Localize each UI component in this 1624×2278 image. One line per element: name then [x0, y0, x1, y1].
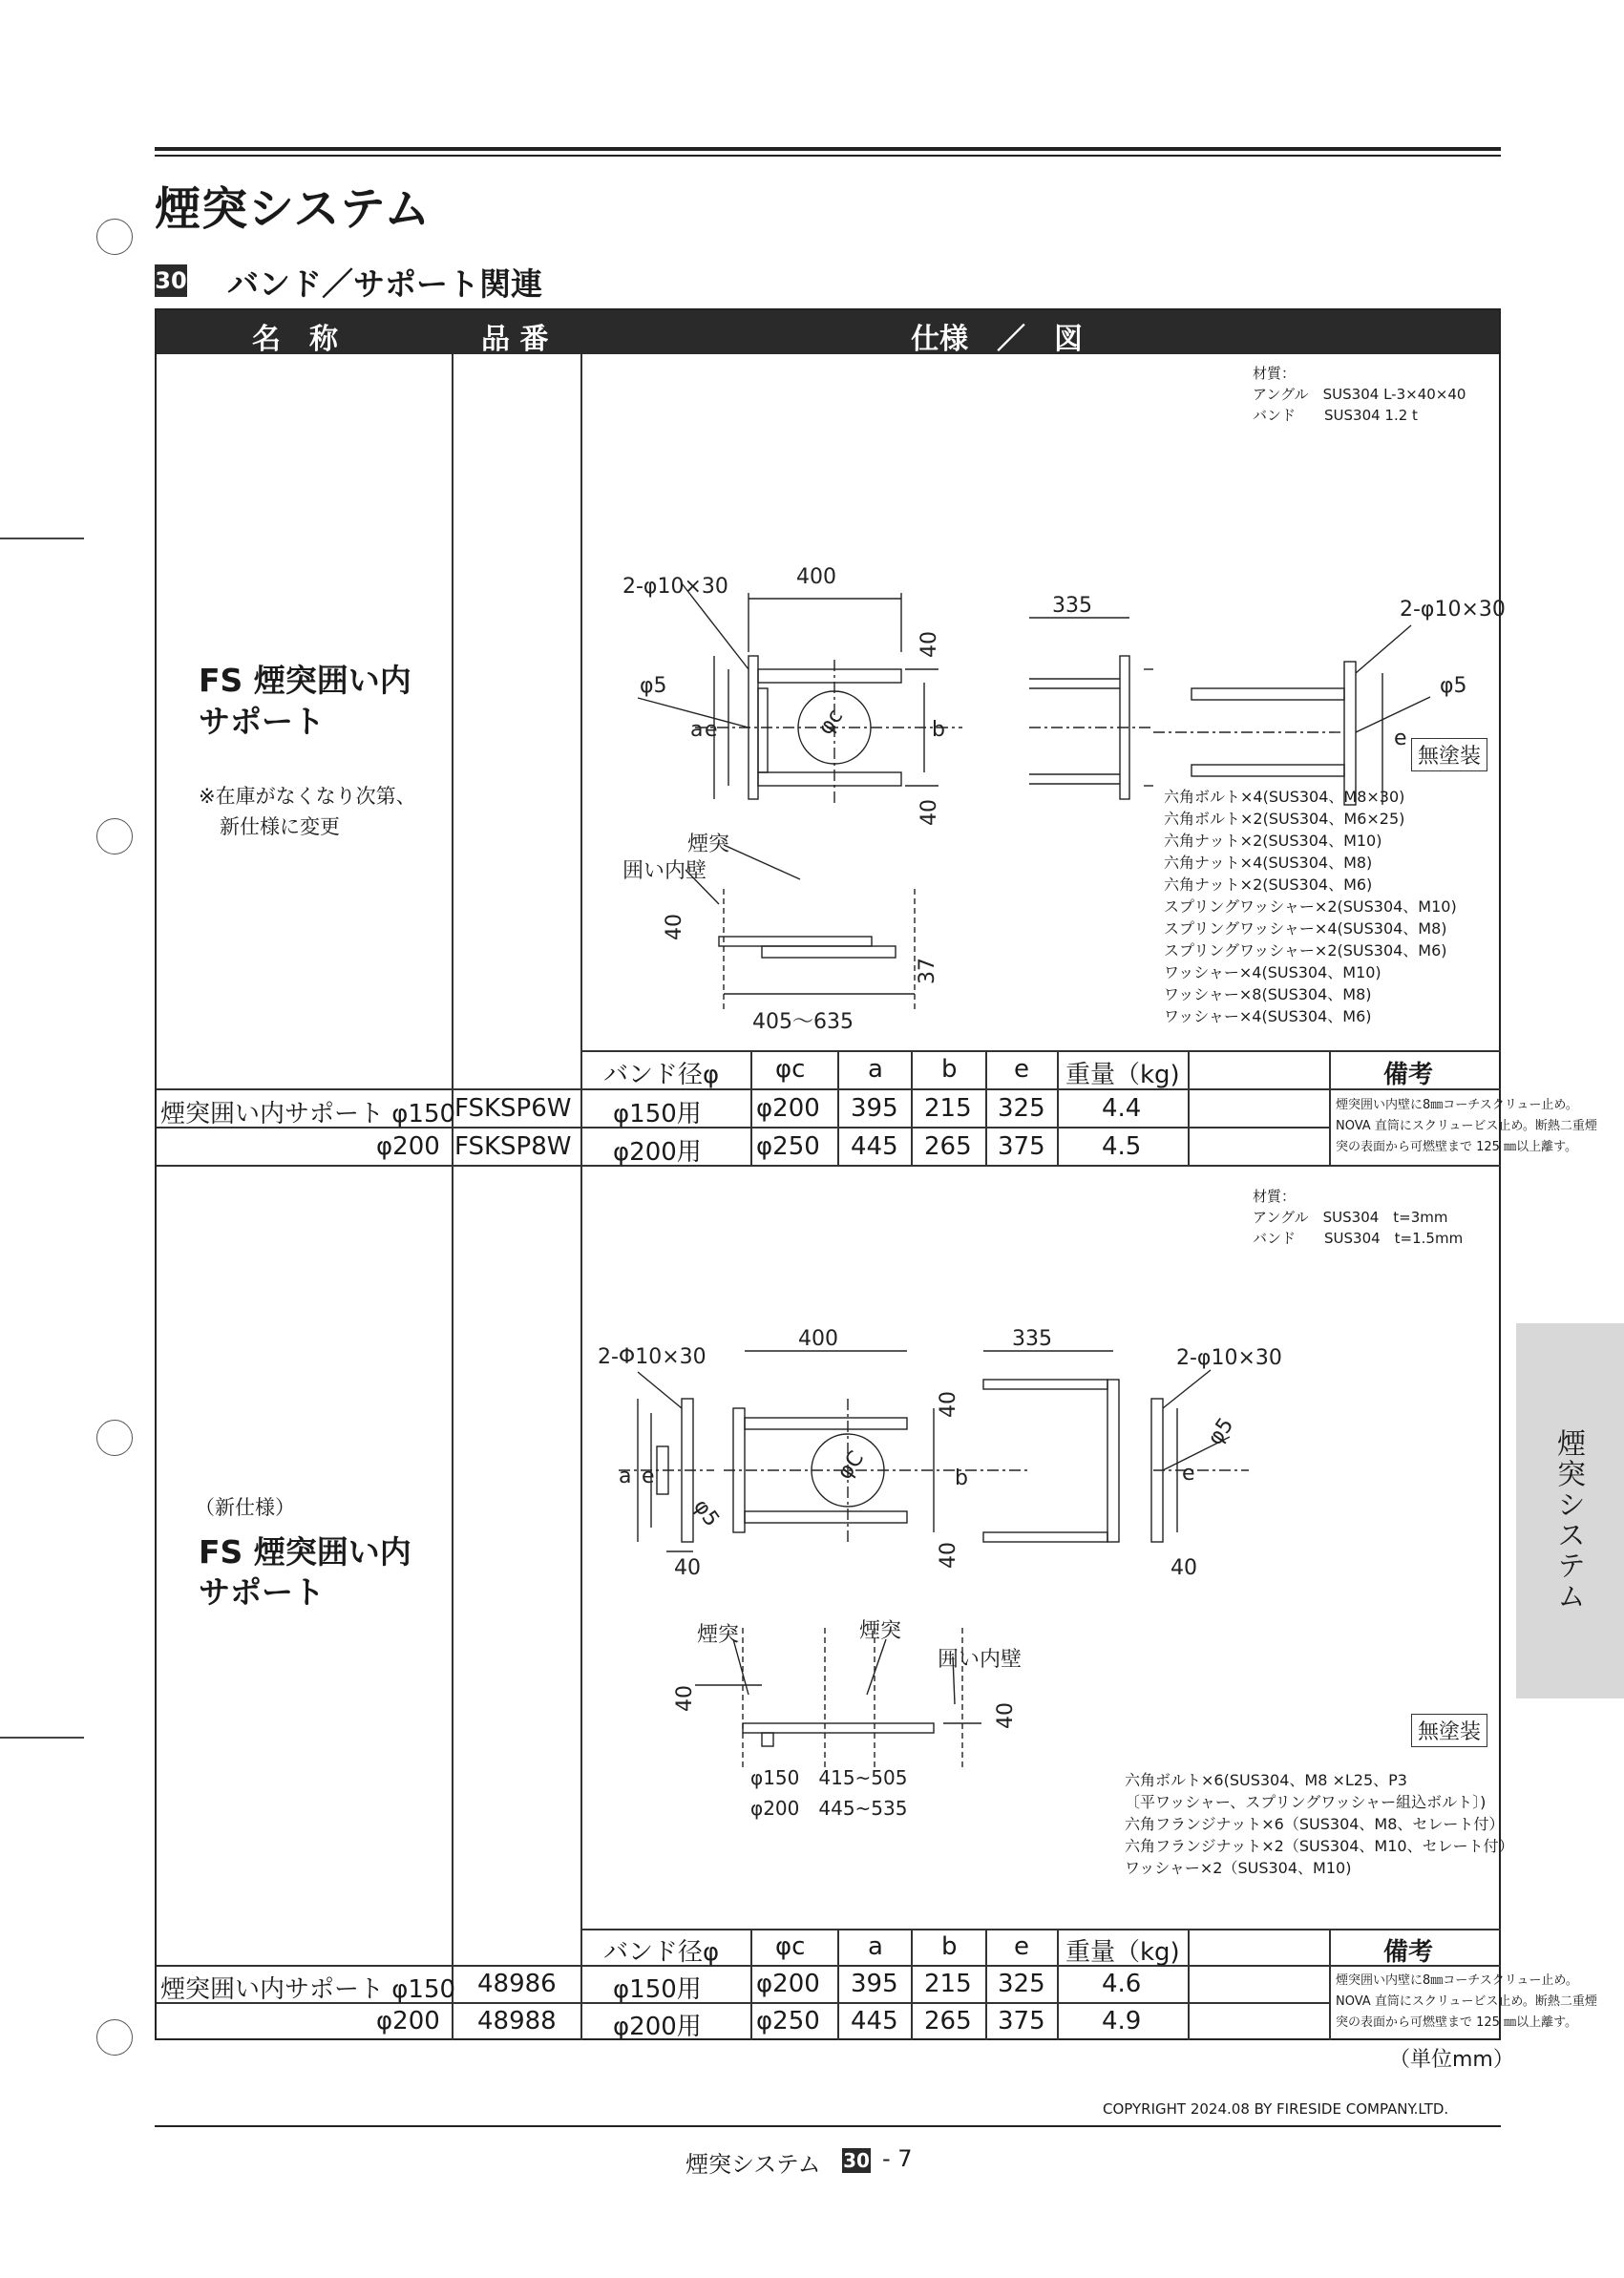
row-band: φ150用 — [613, 1100, 702, 1128]
footer-rule — [155, 2125, 1501, 2127]
row-name: 煙突囲い内サポート φ150 — [160, 1975, 456, 2004]
svg-text:囲い内壁: 囲い内壁 — [938, 1648, 1023, 1672]
part-item: ワッシャー×2（SUS304、M10) — [1125, 1859, 1352, 1877]
row-name: 煙突囲い内サポート φ150 — [160, 1100, 456, 1128]
margin-mark — [0, 538, 84, 539]
row-phic: φ200 — [756, 1094, 820, 1123]
svg-text:φ5: φ5 — [688, 1495, 724, 1531]
svg-text:φc: φc — [813, 705, 849, 740]
row-band: φ200用 — [613, 2013, 702, 2041]
header-code: 品 番 — [481, 323, 549, 356]
col-band: バンド径φ — [603, 1061, 720, 1089]
svg-text:煙突: 煙突 — [859, 1619, 902, 1643]
svg-text:2-φ10×30: 2-φ10×30 — [1400, 598, 1506, 622]
row-b: 265 — [924, 2007, 972, 2035]
svg-text:400: 400 — [796, 565, 836, 589]
row-e: 325 — [998, 1094, 1045, 1123]
row-weight: 4.9 — [1102, 2007, 1142, 2035]
svg-text:e: e — [1394, 727, 1407, 750]
part-item: 六角ナット×4(SUS304、M8) — [1164, 854, 1373, 872]
section-number: 30 — [155, 264, 187, 297]
material-title: 材質： — [1253, 1188, 1297, 1205]
top-rule — [155, 147, 1501, 151]
svg-text:40: 40 — [937, 1542, 960, 1569]
copyright: COPYRIGHT 2024.08 BY FIRESIDE COMPANY.LTD. — [1103, 2100, 1449, 2118]
product-name: FS 煙突囲い内 — [199, 1533, 411, 1571]
part-item: 六角ボルト×2(SUS304、M6×25) — [1164, 810, 1405, 828]
svg-text:40: 40 — [1171, 1556, 1197, 1580]
svg-text:e: e — [642, 1465, 655, 1488]
row-a: 395 — [851, 1094, 898, 1123]
row-a: 395 — [851, 1970, 898, 1998]
part-item: ワッシャー×4(SUS304、M6) — [1164, 1007, 1372, 1025]
row-a: 445 — [851, 1132, 898, 1161]
part-item: スプリングワッシャー×2(SUS304、M6) — [1164, 941, 1447, 960]
remark-line: NOVA 直筒にスクリュービス止め。断熱二重煙 — [1336, 1994, 1597, 2009]
svg-text:400: 400 — [798, 1327, 838, 1351]
svg-text:40: 40 — [663, 914, 686, 940]
material-angle: アングル SUS304 L-3×40×40 — [1253, 386, 1466, 403]
row-e: 325 — [998, 1970, 1045, 1998]
finish-badge: 無塗装 — [1411, 738, 1487, 771]
page-title: 煙突システム — [155, 182, 432, 236]
product-tag: （新仕様） — [195, 1496, 295, 1519]
row-weight: 4.4 — [1102, 1094, 1142, 1123]
row-name: φ200 — [376, 2007, 440, 2035]
svg-text:φ5: φ5 — [1440, 674, 1467, 698]
product-note: 新仕様に変更 — [220, 815, 340, 838]
svg-text:37: 37 — [916, 958, 939, 984]
col-weight: 重量（kg) — [1065, 1938, 1180, 1967]
row-weight: 4.5 — [1102, 1132, 1142, 1161]
col-a: a — [868, 1932, 883, 1961]
footer-section: 30 — [843, 2149, 870, 2172]
footer-page: - 7 — [882, 2145, 913, 2172]
remark-line: 突の表面から可燃壁まで 125 ㎜以上離す。 — [1336, 2015, 1578, 2030]
product-name: サポート — [199, 1573, 325, 1611]
svg-text:煙突: 煙突 — [687, 833, 730, 856]
row-weight: 4.6 — [1102, 1970, 1142, 1998]
support-drawing-2 — [580, 1265, 1516, 1819]
finish-badge: 無塗装 — [1411, 1714, 1487, 1747]
svg-text:40: 40 — [917, 799, 941, 826]
svg-text:e: e — [705, 718, 718, 742]
row-phic: φ200 — [756, 1970, 820, 1998]
binder-hole — [96, 818, 133, 854]
footer-label: 煙突システム — [685, 2151, 821, 2178]
svg-text:φ200 445~535: φ200 445~535 — [750, 1797, 908, 1820]
svg-text:335: 335 — [1012, 1327, 1052, 1351]
margin-mark — [0, 1737, 84, 1739]
top-rule-thin — [155, 155, 1501, 157]
part-item: 六角ボルト×4(SUS304、M8×30) — [1164, 788, 1405, 806]
part-item: ワッシャー×8(SUS304、M8) — [1164, 985, 1372, 1003]
row-code: 48986 — [477, 1970, 557, 1998]
svg-text:煙突: 煙突 — [697, 1623, 740, 1647]
col-e: e — [1014, 1932, 1029, 1961]
row-b: 215 — [924, 1970, 972, 1998]
support-drawing-1-side — [1153, 598, 1506, 845]
row-e: 375 — [998, 1132, 1045, 1161]
svg-text:405〜635: 405〜635 — [752, 1010, 854, 1034]
support-drawing-1 — [580, 354, 1153, 1050]
svg-text:2-φ10×30: 2-φ10×30 — [622, 575, 728, 599]
side-tab[interactable] — [1516, 1323, 1624, 1698]
row-phic: φ250 — [756, 1132, 820, 1161]
svg-text:2-Φ10×30: 2-Φ10×30 — [598, 1345, 707, 1369]
svg-text:335: 335 — [1052, 594, 1092, 618]
svg-text:40: 40 — [673, 1685, 697, 1712]
remark-line: 煙突囲い内壁に8㎜コーチスクリュー止め。 — [1336, 1973, 1578, 1988]
part-item: 〔平ワッシャー、スプリングワッシャー組込ボルト〕) — [1125, 1793, 1487, 1811]
row-code: FSKSP6W — [454, 1094, 572, 1123]
header-spec: 仕様 ／ 図 — [911, 323, 1083, 356]
product-name: FS 煙突囲い内 — [199, 662, 411, 699]
material-angle: アングル SUS304 t=3mm — [1253, 1209, 1448, 1226]
header-name: 名 称 — [252, 323, 338, 356]
row-code: FSKSP8W — [454, 1132, 572, 1161]
product-name: サポート — [199, 703, 325, 740]
row-phic: φ250 — [756, 2007, 820, 2035]
svg-text:φ5: φ5 — [640, 674, 667, 698]
product-note: ※在庫がなくなり次第、 — [199, 785, 416, 808]
part-item: 六角フランジナット×2（SUS304、M10、セレート付） — [1125, 1837, 1514, 1855]
binder-hole — [96, 1420, 133, 1456]
row-band: φ200用 — [613, 1138, 702, 1167]
unit-note: （単位mm） — [1389, 2048, 1514, 2072]
svg-text:φ150 415~505: φ150 415~505 — [750, 1766, 908, 1789]
svg-text:a: a — [619, 1465, 632, 1488]
col-remarks: 備考 — [1383, 1938, 1434, 1967]
col-b: b — [941, 1055, 958, 1084]
part-item: 六角ボルト×6(SUS304、M8 ×L25、P3 — [1125, 1771, 1407, 1789]
remark-line: 突の表面から可燃壁まで 125 ㎜以上離す。 — [1336, 1140, 1578, 1154]
svg-text:2-φ10×30: 2-φ10×30 — [1176, 1346, 1282, 1370]
row-b: 265 — [924, 1132, 972, 1161]
col-remarks: 備考 — [1383, 1061, 1434, 1089]
svg-text:e: e — [1182, 1462, 1195, 1486]
material-title: 材質： — [1253, 365, 1297, 382]
col-b: b — [941, 1932, 958, 1961]
row-name: φ200 — [376, 1132, 440, 1161]
svg-text:a: a — [690, 718, 704, 742]
row-e: 375 — [998, 2007, 1045, 2035]
svg-text:40: 40 — [917, 631, 941, 658]
part-item: 六角フランジナット×6（SUS304、M8、セレート付） — [1125, 1815, 1505, 1833]
row-a: 445 — [851, 2007, 898, 2035]
svg-text:40: 40 — [994, 1702, 1018, 1729]
col-band: バンド径φ — [603, 1938, 720, 1967]
svg-text:40: 40 — [937, 1391, 960, 1418]
side-tab-label: 煙突システム — [1551, 1428, 1585, 1612]
row-code: 48988 — [477, 2007, 557, 2035]
part-item: ワッシャー×4(SUS304、M10) — [1164, 963, 1381, 981]
col-a: a — [868, 1055, 883, 1084]
part-item: スプリングワッシャー×2(SUS304、M10) — [1164, 897, 1457, 916]
col-e: e — [1014, 1055, 1029, 1084]
remark-line: 煙突囲い内壁に8㎜コーチスクリュー止め。 — [1336, 1098, 1578, 1112]
part-item: スプリングワッシャー×4(SUS304、M8) — [1164, 919, 1447, 938]
table-header — [157, 310, 1499, 354]
col-phic: φc — [775, 1055, 806, 1084]
section-title: バンド／サポート関連 — [227, 265, 542, 303]
svg-text:φC: φC — [833, 1446, 870, 1485]
remark-line: NOVA 直筒にスクリュービス止め。断熱二重煙 — [1336, 1119, 1597, 1133]
part-item: 六角ナット×2(SUS304、M10) — [1164, 832, 1382, 850]
svg-text:φ5: φ5 — [1203, 1413, 1239, 1450]
col-phic: φc — [775, 1932, 806, 1961]
svg-text:b: b — [932, 718, 945, 742]
svg-text:囲い内壁: 囲い内壁 — [622, 859, 707, 883]
material-band: バンド SUS304 1.2 t — [1253, 407, 1418, 424]
material-band: バンド SUS304 t=1.5mm — [1253, 1230, 1464, 1247]
binder-hole — [96, 2019, 133, 2056]
binder-hole — [96, 219, 133, 255]
row-band: φ150用 — [613, 1975, 702, 2004]
part-item: 六角ナット×2(SUS304、M6) — [1164, 875, 1373, 894]
col-weight: 重量（kg) — [1065, 1061, 1180, 1089]
svg-text:40: 40 — [674, 1556, 701, 1580]
row-b: 215 — [924, 1094, 972, 1123]
svg-text:b: b — [955, 1466, 968, 1490]
